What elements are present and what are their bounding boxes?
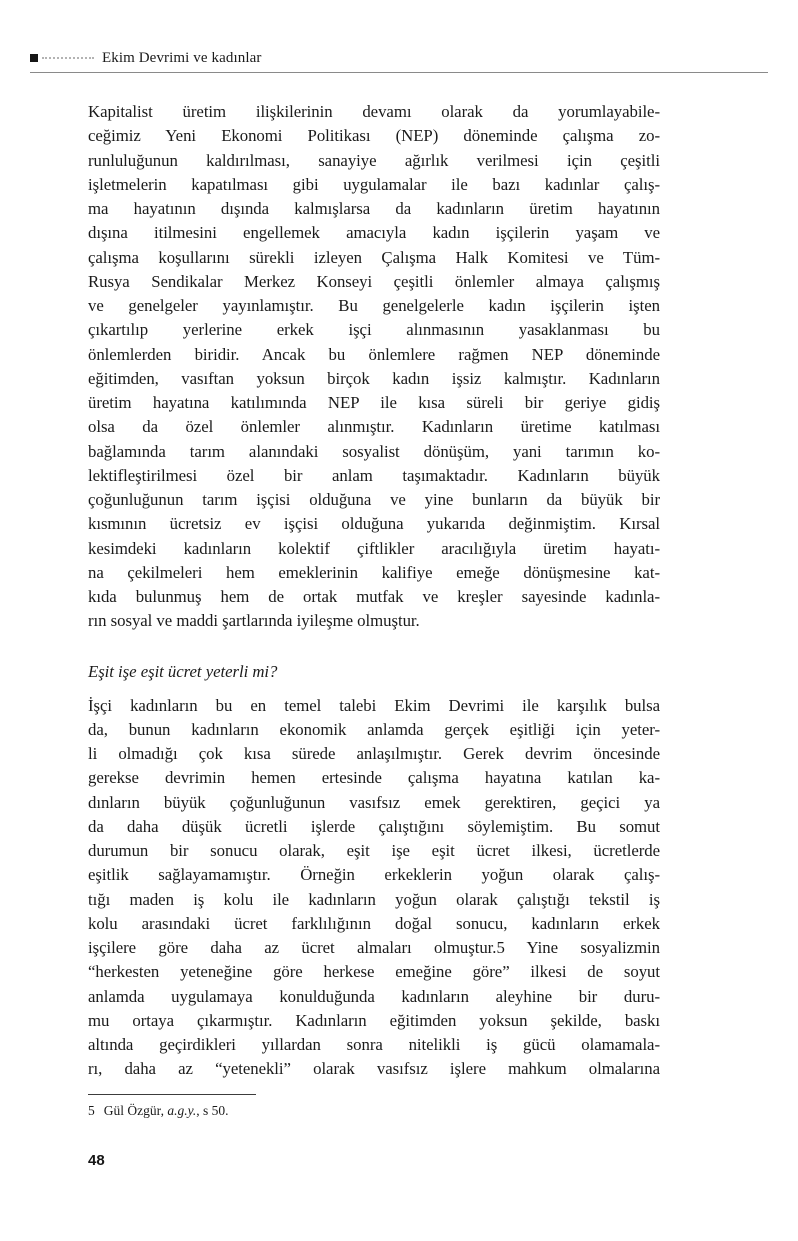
paragraph-2	[88, 694, 660, 1082]
footnote	[88, 1102, 660, 1120]
text-line: “herkesten yeteneğine göre herkese emeğine göre” ilkesi de soyut	[88, 962, 660, 982]
text-line: bağlamında tarım alanındaki sosyalist dönüşüm, yani tarımın ko-	[88, 441, 660, 461]
text-line: kesimdeki kadınların kolektif çiftlikler aracılığıyla üretim hayatı-	[88, 538, 660, 558]
text-line: runluluğunun kaldırılması, sanayiye ağırlık verilmesi için çeşitli	[88, 150, 660, 170]
footnote-rule	[88, 1094, 256, 1095]
text-line: çoğunluğunun tarım işçisi olduğuna ve yine bunların da büyük bir	[88, 490, 660, 509]
text-line: rı, daha az “yetenekli” olarak vasıfsız işlere mahkum olmalarına	[88, 1059, 660, 1079]
running-header-title: Ekim Devrimi ve kadınlar	[102, 49, 262, 66]
text-line: kıda bulunmuş hem de ortak mutfak ve kreşler sayesinde kadınla-	[88, 587, 660, 606]
text-line: kısmının ücretsiz ev işçisi olduğuna yukarıda değinmiştim. Kırsal	[88, 514, 660, 534]
text-line: tığı maden iş kolu ile kadınların yoğun olarak çalıştığı tekstil iş	[88, 889, 660, 909]
text-line: ceğimiz Yeni Ekonomi Politikası (NEP) döneminde çalışma zo-	[88, 126, 660, 146]
text-line: durumun bir sonucu olarak, eşit işe eşit ücret ilkesi, ücretlerde	[88, 841, 660, 860]
text-line: çıkartılıp yerlerine erkek işçi alınmasının yasaklanması bu	[88, 320, 660, 340]
page-content	[88, 100, 660, 1082]
text-line: rın sosyal ve maddi şartlarında iyileşme olmuştur.	[88, 611, 420, 631]
text-line: eşitlik sağlayamamıştır. Örneğin erkeklerin yoğun olarak çalış-	[88, 865, 660, 885]
text-line: mu ortaya çıkarmıştır. Kadınların eğitimden yoksun şekilde, baskı	[88, 1010, 660, 1030]
page-number: 48	[88, 1152, 105, 1169]
text-line: altında geçirdikleri yıllardan sonra nitelikli iş gücü olamamala-	[88, 1035, 660, 1054]
text-line: kolu arasındaki ücret farklılığının doğal sonucu, kadınların erkek	[88, 913, 660, 933]
text-line: işçilere göre daha az ücret almaları olmuştur.5 Yine sosyalizmin	[88, 938, 660, 957]
header-rule	[30, 72, 768, 73]
footnote-author: Gül Özgür,	[103, 1103, 168, 1118]
paragraph-1	[88, 100, 660, 634]
text-line: önlemlerden biridir. Ancak bu önlemlere rağmen NEP döneminde	[88, 344, 660, 364]
footnote-pages: , s 50.	[196, 1103, 229, 1118]
text-line: na çekilmeleri hem emeklerinin kalifiye emeğe dönüşmesine kat-	[88, 562, 660, 582]
text-line: gerekse devrimin hemen ertesinde çalışma hayatına katılan ka-	[88, 768, 660, 788]
footnote-work-title: a.g.y.	[167, 1103, 197, 1118]
text-line: olsa da özel önlemler alınmıştır. Kadınların üretime katılması	[88, 417, 660, 437]
text-line: dınların büyük çoğunluğunun vasıfsız emek gerektiren, geçici ya	[88, 792, 660, 812]
text-line: dışına itilmesini engellemek amacıyla kadın işçilerin yaşam ve	[88, 223, 660, 243]
text-line: da daha düşük ücretli işlerde çalıştığını söylemiştim. Bu somut	[88, 816, 660, 836]
header-dotted-line	[42, 57, 94, 59]
header-square-icon	[30, 54, 38, 62]
text-line: işletmelerin kapatılması gibi uygulamalar ile bazı kadınlar çalış-	[88, 174, 660, 194]
text-line: li olmadığı çok kısa sürede anlaşılmıştır. Gerek devrim öncesinde	[88, 744, 660, 763]
text-line: ve genelgeler yayınlamıştır. Bu genelgelerle kadın işçilerin işten	[88, 296, 660, 315]
text-line: ma hayatının dışında kalmışlarsa da kadınların üretim hayatının	[88, 199, 660, 218]
text-line: çalışma koşullarını sürekli izleyen Çalışma Halk Komitesi ve Tüm-	[88, 247, 660, 267]
footnote-number: 5	[88, 1103, 95, 1118]
text-line: anlamda uygulamaya konulduğunda kadınların aleyhine bir duru-	[88, 986, 660, 1006]
text-line: lektifleştirilmesi özel bir anlam taşımaktadır. Kadınların büyük	[88, 465, 660, 485]
text-line: Rusya Sendikalar Merkez Konseyi çeşitli önlemler almaya çalışmış	[88, 271, 660, 291]
text-line: üretim hayatına katılımında NEP ile kısa süreli bir geriye gidiş	[88, 393, 660, 412]
running-header	[30, 50, 261, 66]
text-line: İşçi kadınların bu en temel talebi Ekim Devrimi ile karşılık bulsa	[88, 695, 660, 715]
footnote-block	[88, 1094, 660, 1120]
text-line: eğitimden, vasıftan yoksun birçok kadın işsiz kalmıştır. Kadınların	[88, 368, 660, 388]
text-line: da, bunun kadınların ekonomik anlamda gerçek eşitliği için yeter-	[88, 719, 660, 739]
section-subheading: Eşit işe eşit ücret yeterli mi?	[88, 661, 278, 681]
text-line: Kapitalist üretim ilişkilerinin devamı olarak da yorumlayabile-	[88, 102, 660, 121]
